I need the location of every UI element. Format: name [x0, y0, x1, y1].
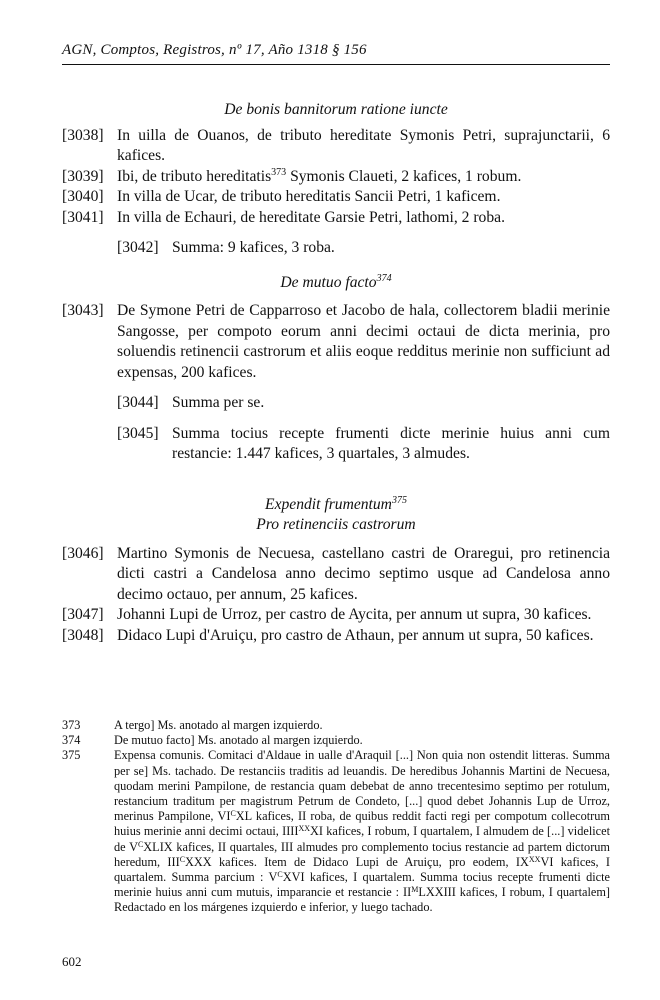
entry-3043 — [62, 301, 610, 383]
section-subheading: Pro retinenciis castrorum — [256, 516, 416, 533]
footnote-number: 375 — [62, 748, 81, 763]
entry-number: [3045] — [117, 424, 159, 442]
entry-text: Summa: 9 kafices, 3 roba. — [172, 239, 335, 256]
entry-text: In villa de Echauri, de hereditate Garsie Petri, lathomi, 2 roba. — [117, 208, 505, 226]
entry-3044 — [117, 393, 610, 414]
entry-number: [3044] — [117, 394, 159, 411]
footnotes — [62, 718, 610, 916]
entry-3048 — [62, 626, 610, 647]
entry-3041 — [62, 208, 610, 229]
entry-number: [3040] — [62, 188, 104, 205]
entry-text: In villa de Ucar, de tributo hereditatis Sancii Petri, 1 kaficem. — [117, 188, 501, 205]
entry-text: Johanni Lupi de Urroz, per castro de Aycita, per annum ut supra, 30 kafices. — [117, 606, 592, 623]
entry-3038 — [62, 126, 610, 167]
entry-3046 — [62, 544, 610, 606]
heading-text: De mutuo facto — [280, 273, 377, 291]
entry-3039 — [62, 167, 610, 188]
footnote-375 — [62, 748, 610, 915]
footnote-ref: 374 — [376, 272, 392, 284]
footnote-373 — [62, 718, 610, 733]
entry-number: [3042] — [117, 239, 159, 256]
entry-text: Martino Symonis de Necuesa, castellano castri de Oraregui, pro retinencia dicti castri a Candelosa anno decimo septimo usque ad Candelosa anno decimo octauo, per annum, 25 kafices. — [117, 544, 610, 603]
entry-number: [3039] — [62, 167, 104, 185]
roman-numeral: LXXIII — [418, 885, 456, 900]
footnote-ref: 375 — [391, 494, 407, 506]
roman-numeral: V — [129, 839, 138, 854]
roman-numeral: XLIX — [143, 839, 173, 854]
footnote-text: kafices, I robum, I quartalem, I almudem de [...] videlicet de — [114, 824, 610, 854]
footnote-text: De mutuo facto] Ms. anotado al margen izquierdo. — [114, 733, 363, 748]
footnote-374 — [62, 733, 610, 748]
header-rule — [62, 64, 610, 65]
entry-number: [3038] — [62, 126, 104, 144]
entry-number: [3046] — [62, 544, 104, 562]
entry-text: De Symone Petri de Capparroso et Jacobo de hala, collectorem bladii merinie Sangosse, per compoto eorum anni decimi octaui de dicta merinia, pro soluendis retinencii castrorum et aliis eoque redditus merinie non sufficiunt ad expensas, 200 kafices. — [117, 302, 610, 381]
entry-text: Didaco Lupi d'Aruiçu, pro castro de Athaun, per annum ut supra, 50 kafices. — [117, 626, 594, 644]
entry-number: [3047] — [62, 606, 104, 623]
roman-numeral: III — [167, 854, 180, 869]
roman-numeral: XVI — [282, 870, 305, 885]
roman-numeral: IIII — [282, 824, 299, 839]
roman-numeral: XL — [235, 809, 252, 824]
roman-superscript: M — [411, 885, 419, 895]
roman-numeral: IX — [515, 854, 529, 869]
entry-3047 — [62, 605, 610, 626]
roman-superscript: C — [137, 839, 144, 849]
footnote-text: kafices, I quartalem. Summa tocius recepte frumenti dicte merinie huius anni cum mutuis, imparancie et restancie : — [114, 870, 610, 900]
roman-numeral: XI — [310, 824, 324, 839]
heading-text: Expendit frumentum — [265, 495, 392, 513]
entry-text: In uilla de Ouanos, de tributo hereditate Symonis Petri, suprajunctarii, 6 kafices. — [117, 126, 610, 164]
section-heading-expendit — [62, 495, 610, 516]
footnote-number: 373 — [62, 718, 81, 732]
entry-3042 — [117, 238, 610, 259]
footnote-number: 374 — [62, 733, 81, 748]
footnote-text: kafices, I quartalem. Summa parcium : — [114, 854, 611, 885]
entry-number: [3048] — [62, 626, 104, 644]
footnote-text: kafices, II quartales, III almudes pro complemento tocius restancie ad partem dictorum heredum, — [114, 839, 610, 869]
entry-text: Summa tocius recepte frumenti dicte merinie huius anni cum restancie: 1.447 kafices, 3 quartales, 3 almudes. — [172, 424, 610, 462]
roman-superscript: XX — [298, 824, 311, 834]
footnote-text: kafices, II roba, de quibus reddit facti regi per compotum collecotrum huius merinie anni decimi octaui, — [114, 809, 610, 839]
footnote-text: A tergo] Ms. anotado al margen izquierdo. — [114, 718, 323, 732]
roman-superscript: C — [277, 870, 283, 880]
entry-text: Ibi, de tributo hereditatis — [117, 167, 272, 185]
roman-numeral: II — [402, 885, 412, 900]
entry-3040 — [62, 187, 610, 208]
roman-numeral: V — [268, 870, 278, 885]
entry-number: [3041] — [62, 208, 104, 226]
footnote-text: kafices. Item de Didaco Lupi de Aruiçu, pro eodem, — [211, 854, 516, 869]
roman-numeral: VI — [217, 809, 231, 824]
entry-text: Summa per se. — [172, 394, 265, 411]
footnote-ref: 373 — [271, 166, 287, 178]
entry-text: Symonis Claueti, 2 kafices, 1 robum. — [286, 167, 522, 185]
page-number: 602 — [62, 954, 82, 969]
main-text — [62, 100, 610, 646]
roman-superscript: XX — [528, 854, 541, 864]
section-heading-bonis: De bonis bannitorum ratione iuncte — [224, 101, 448, 118]
roman-numeral: VI — [540, 854, 554, 869]
entry-3045 — [117, 424, 610, 465]
roman-numeral: XXX — [185, 854, 212, 869]
entry-number: [3043] — [62, 302, 104, 319]
roman-superscript: C — [179, 854, 186, 864]
footnote-text: Expensa comunis. Comitaci d'Aldaue in ualle d'Araquil [...] Non quia non ostendit litteras. Summa per se] Ms. tachado. De restanciis traditis ad leuandis. De heredibus Johannis Martini de Necuesa, quodam merini Pampilone, de restancia quam debebat de anno trecentesimo septimo per rotulum, restancium traditum per magistrum Petrum de Condeto, [...] quod debet Johannis Lup de Urroz, merinus Pampilone, — [114, 748, 610, 824]
footnote-text: kafices, I robum, I quartalem] Redactado en los márgenes izquierdo e inferior, y luego tachado. — [114, 885, 610, 915]
running-header: AGN, Comptos, Registros, nº 17, Año 1318 § 156 — [62, 42, 367, 58]
roman-superscript: C — [230, 809, 236, 819]
section-heading-mutuo — [62, 273, 610, 294]
